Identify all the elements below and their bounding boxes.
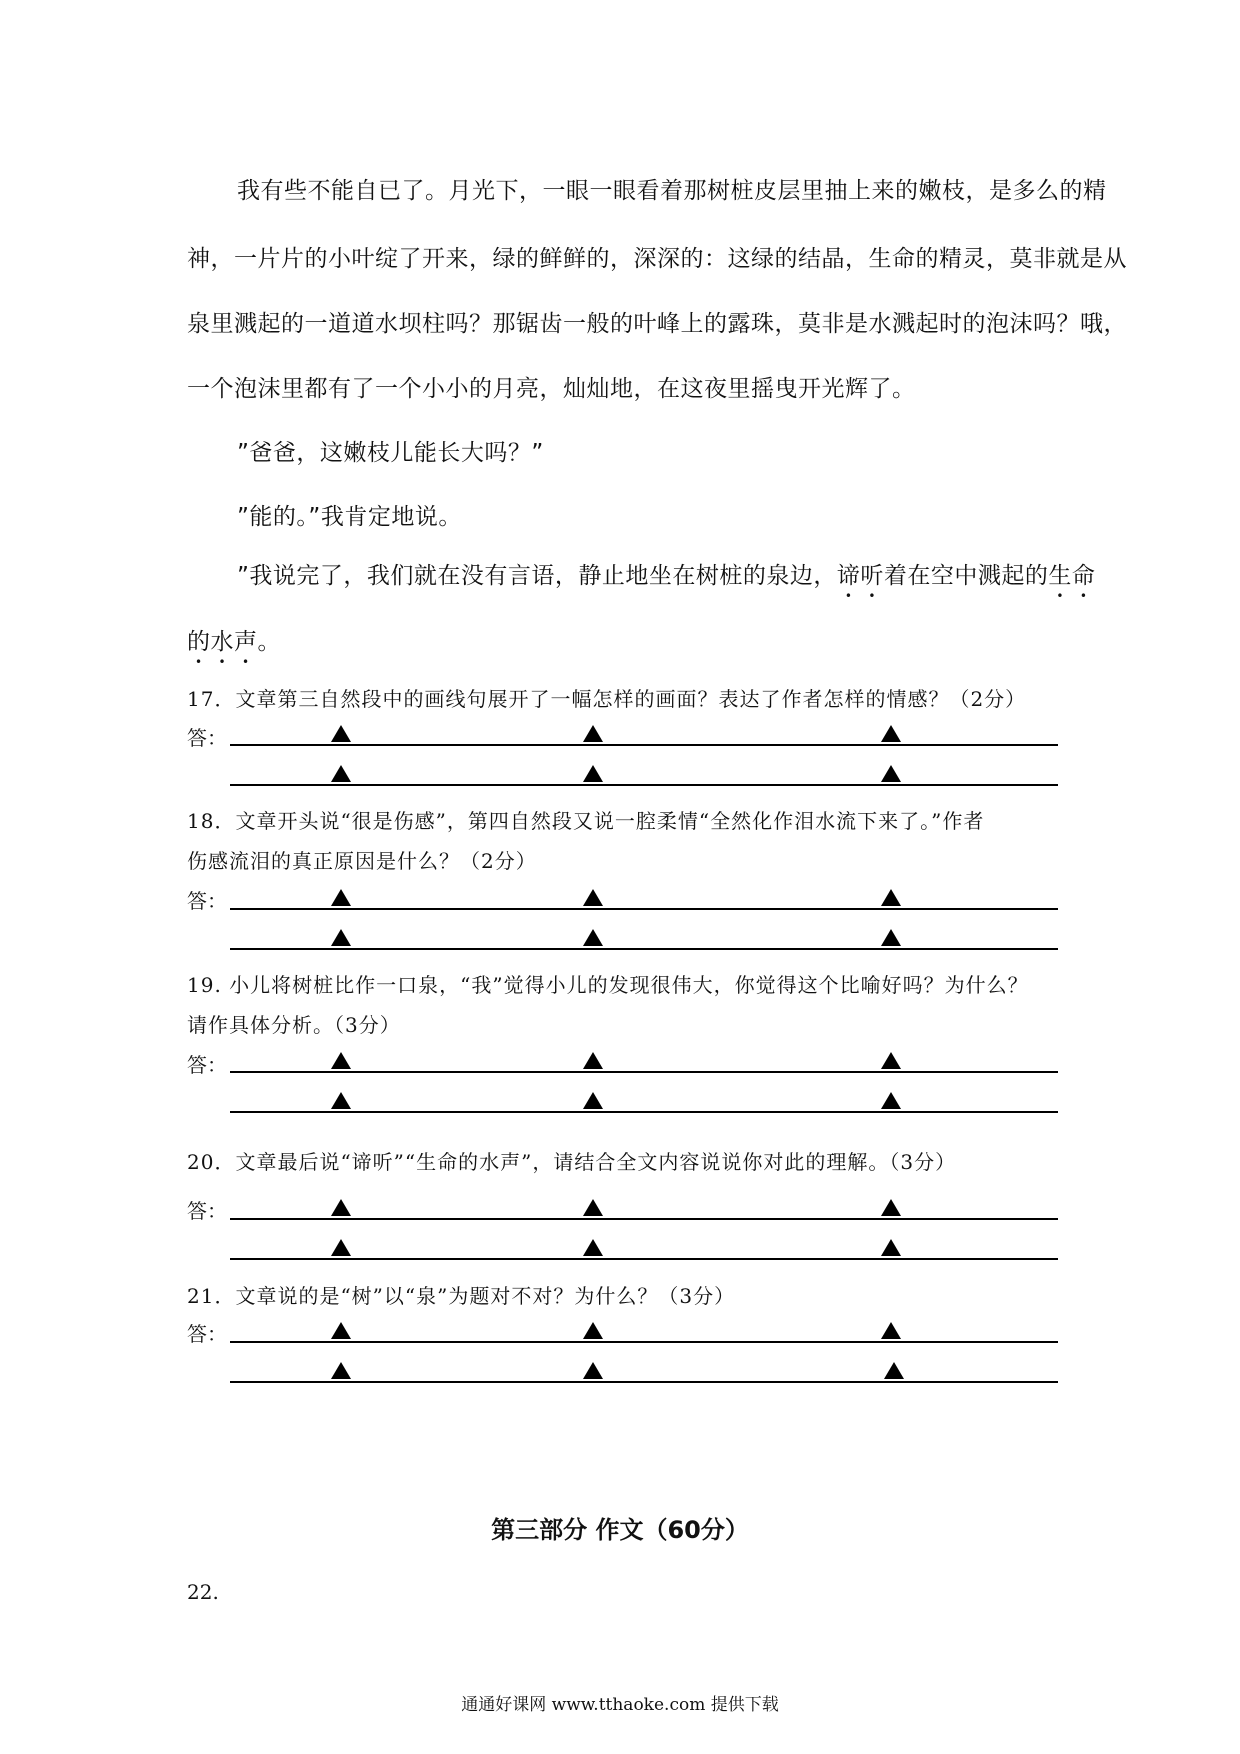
triangle-icon	[583, 929, 603, 946]
triangle-icon	[884, 1362, 904, 1379]
question-20: 20．文章最后说“谛听”“生命的水声”，请结合全文内容说说你对此的理解。（3分）	[187, 1150, 957, 1174]
passage-line: 我有些不能自已了。月光下，一眼一眼看着那树桩皮层里抽上来的嫩枝，是多么的精	[237, 178, 1107, 204]
answer-line[interactable]	[230, 1071, 1058, 1073]
triangle-icon	[583, 1052, 603, 1069]
triangle-icon	[583, 765, 603, 782]
answer-line[interactable]	[230, 948, 1058, 950]
answer-label: 答：	[187, 1199, 227, 1223]
triangle-icon	[583, 1362, 603, 1379]
question-21: 21．文章说的是“树”以“泉”为题对不对？为什么？（3分）	[187, 1284, 736, 1308]
triangle-icon	[331, 1199, 351, 1216]
triangle-icon	[331, 1239, 351, 1256]
triangle-icon	[881, 1092, 901, 1109]
passage-line	[237, 557, 1107, 603]
passage-line: 泉里溅起的一道道水坝柱吗？那锯齿一般的叶峰上的露珠，莫非是水溅起时的泡沫吗？哦，	[187, 311, 1127, 337]
triangle-icon	[583, 889, 603, 906]
triangle-icon	[881, 1239, 901, 1256]
triangle-icon	[881, 1322, 901, 1339]
triangle-icon	[881, 1052, 901, 1069]
triangle-icon	[881, 725, 901, 742]
triangle-icon	[881, 1199, 901, 1216]
question-18-cont: 伤感流泪的真正原因是什么？（2分）	[187, 849, 537, 873]
question-22: 22.	[187, 1580, 219, 1604]
answer-line[interactable]	[230, 1111, 1058, 1113]
triangle-icon	[331, 1322, 351, 1339]
passage-text: 着在空中溅起的	[883, 563, 1049, 589]
triangle-icon	[331, 765, 351, 782]
passage-line: ”能的。”我肯定地说。	[237, 504, 462, 530]
answer-line[interactable]	[230, 908, 1058, 910]
triangle-icon	[331, 725, 351, 742]
answer-label: 答：	[187, 889, 227, 913]
triangle-icon	[881, 929, 901, 946]
answer-line[interactable]	[230, 1381, 1058, 1383]
emphasis-text: 谛听	[836, 563, 884, 589]
triangle-icon	[583, 1092, 603, 1109]
answer-label: 答：	[187, 1053, 227, 1077]
triangle-icon	[331, 929, 351, 946]
triangle-icon	[583, 1322, 603, 1339]
triangle-icon	[583, 1199, 603, 1216]
triangle-icon	[331, 1092, 351, 1109]
answer-label: 答：	[187, 1322, 227, 1346]
question-17: 17．文章第三自然段中的画线句展开了一幅怎样的画面？表达了作者怎样的情感？（2分）	[187, 687, 1027, 711]
answer-line[interactable]	[230, 1258, 1058, 1260]
passage-line: 神，一片片的小叶绽了开来，绿的鲜鲜的，深深的：这绿的结晶，生命的精灵，莫非就是从	[187, 246, 1127, 272]
passage-text: ”我说完了，我们就在没有言语，静止地坐在树桩的泉边，	[237, 563, 837, 589]
emphasis-text: 生命	[1048, 563, 1096, 589]
question-19-cont: 请作具体分析。（3分）	[187, 1013, 401, 1037]
triangle-icon	[331, 1362, 351, 1379]
triangle-icon	[583, 725, 603, 742]
answer-line[interactable]	[230, 744, 1058, 746]
triangle-icon	[331, 1052, 351, 1069]
passage-line: 一个泡沫里都有了一个小小的月亮，灿灿地，在这夜里摇曳开光辉了。	[187, 376, 916, 402]
triangle-icon	[881, 765, 901, 782]
question-18: 18．文章开头说“很是伤感”，第四自然段又说一腔柔情“全然化作泪水流下来了。”作者	[187, 809, 985, 833]
triangle-icon	[331, 889, 351, 906]
triangle-icon	[881, 889, 901, 906]
triangle-icon	[583, 1239, 603, 1256]
emphasis-text: 的水声	[187, 629, 258, 655]
passage-line	[187, 623, 1057, 669]
passage-line: ”爸爸，这嫩枝儿能长大吗？”	[237, 440, 544, 466]
answer-line[interactable]	[230, 784, 1058, 786]
answer-line[interactable]	[230, 1218, 1058, 1220]
question-19: 19. 小儿将树桩比作一口泉，“我”觉得小儿的发现很伟大，你觉得这个比喻好吗？为什么？	[187, 973, 1029, 997]
page-footer: 通通好课网 www.tthaoke.com 提供下载	[461, 1695, 779, 1715]
section-title: 第三部分 作文（60分）	[491, 1516, 749, 1544]
passage-text: 。	[257, 629, 281, 655]
answer-label: 答：	[187, 726, 227, 750]
answer-line[interactable]	[230, 1341, 1058, 1343]
